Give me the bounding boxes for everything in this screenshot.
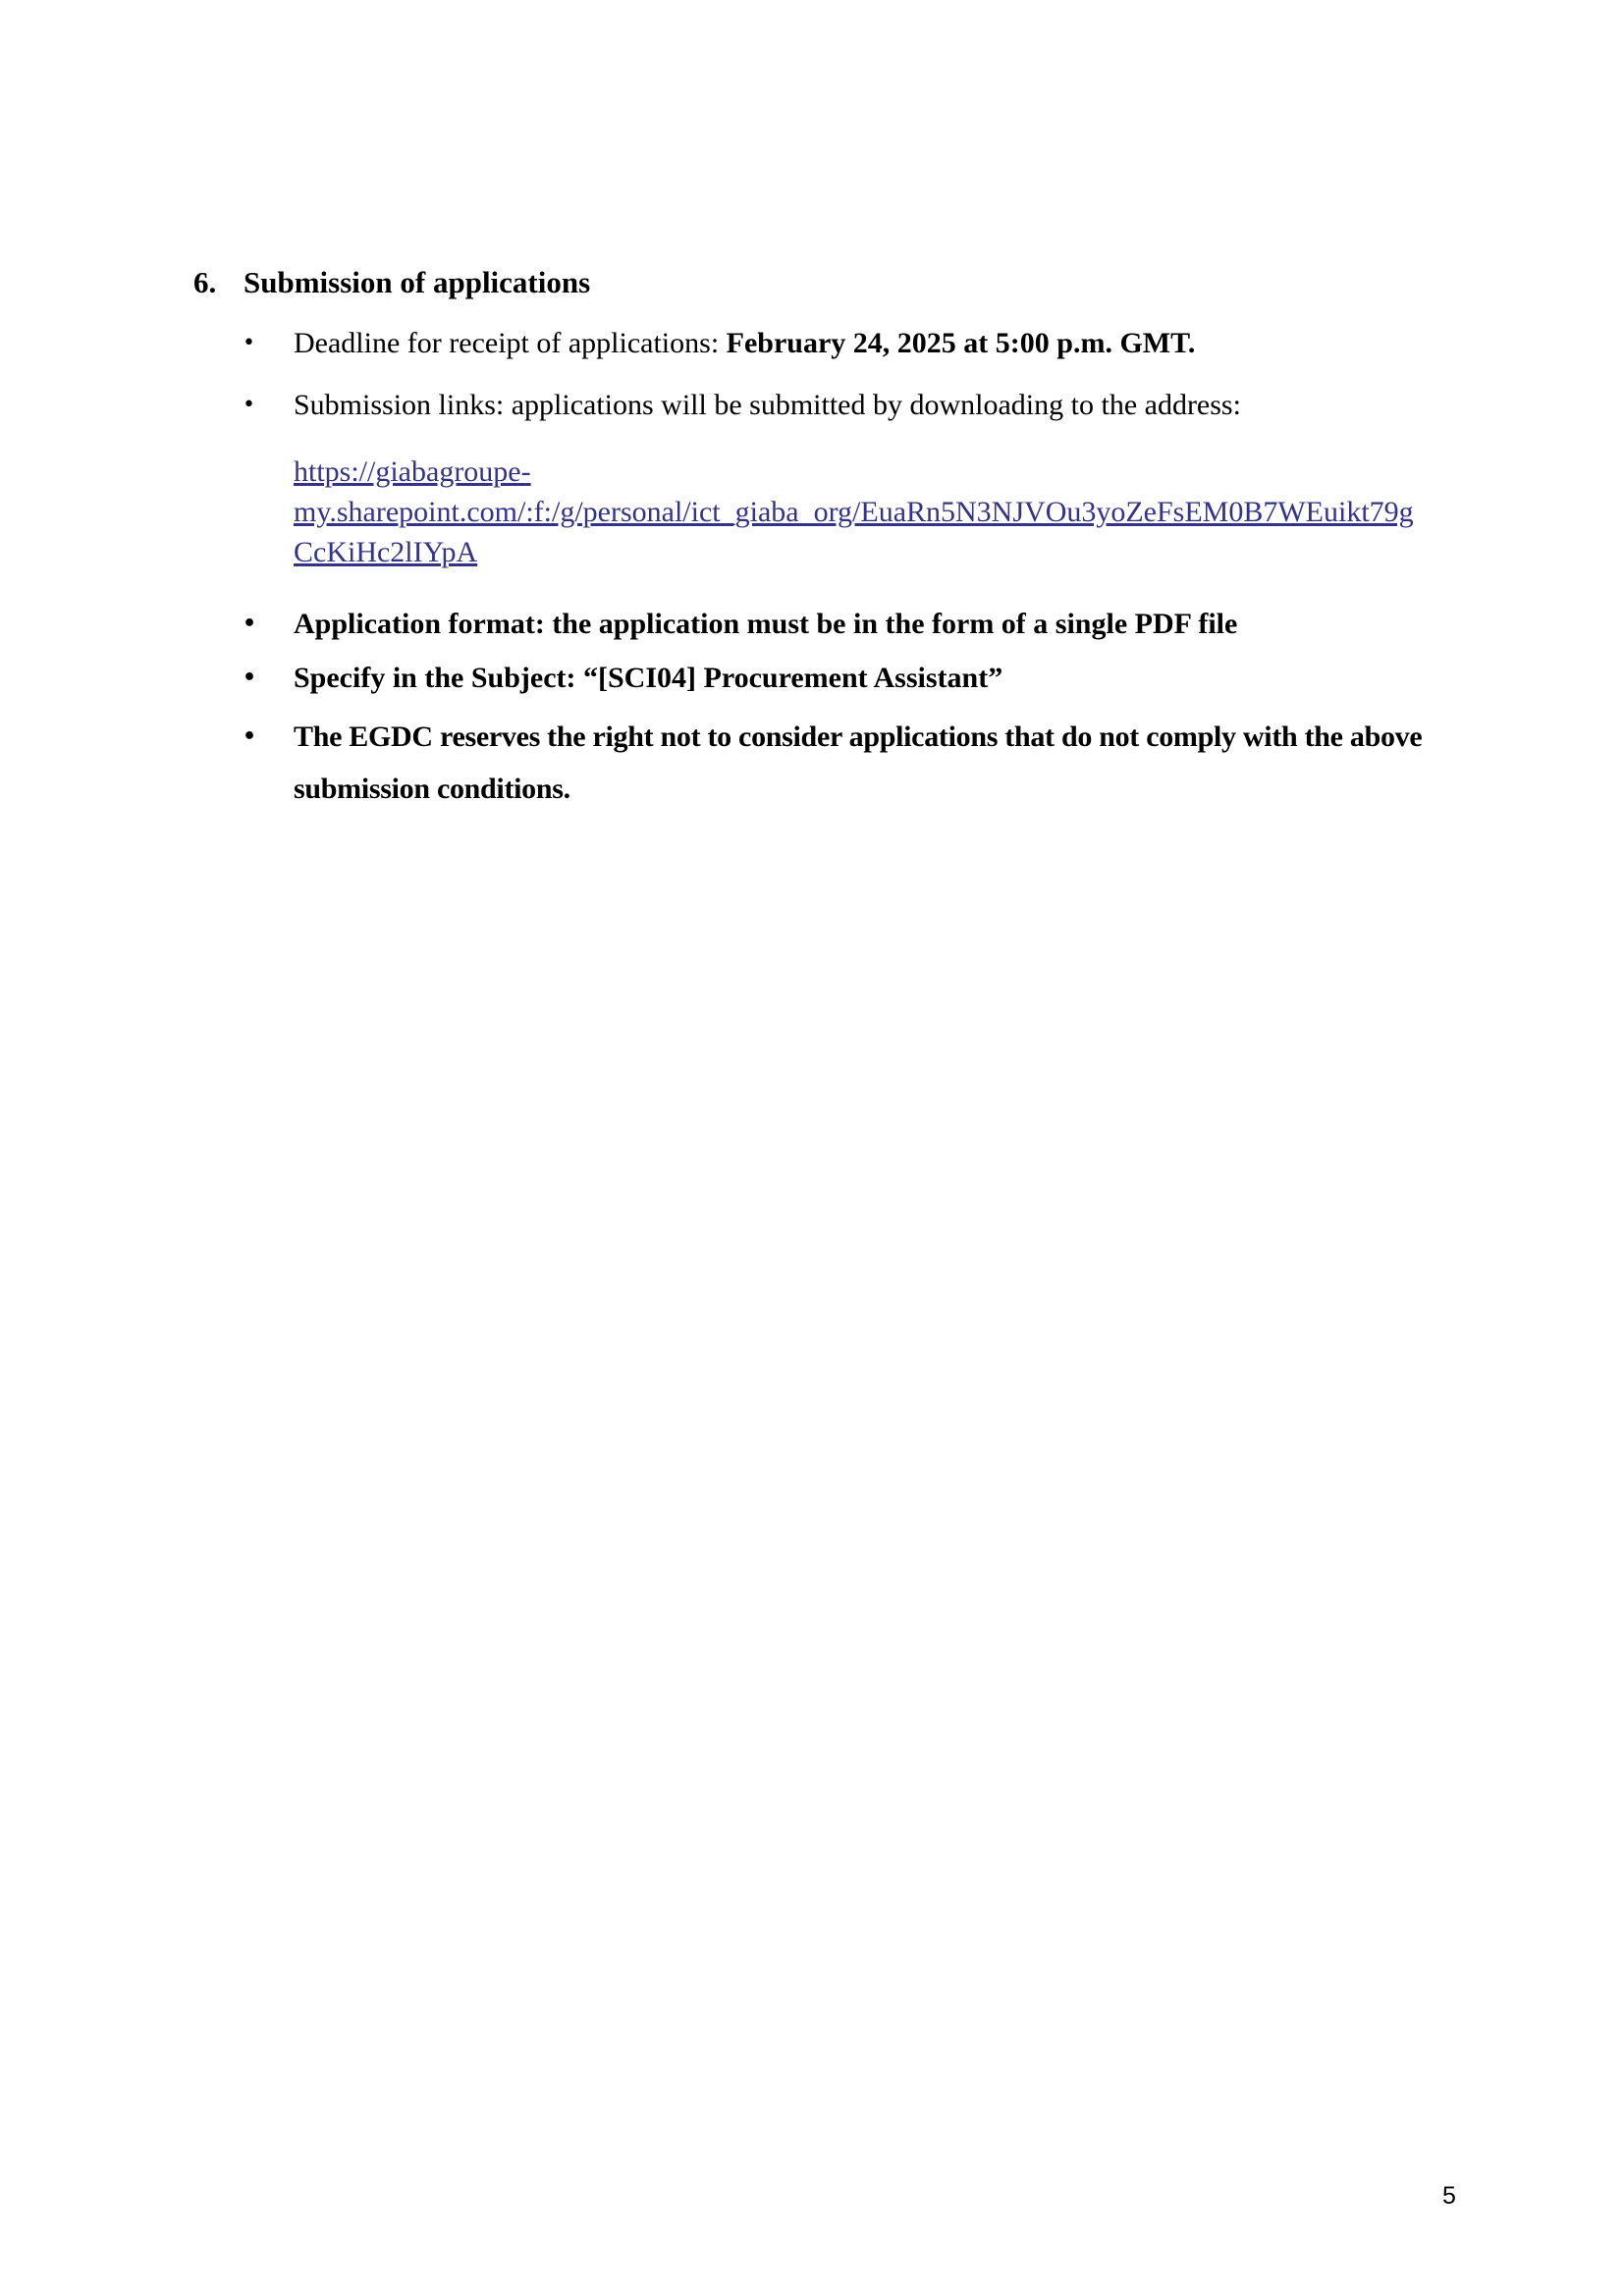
submission-link-line-1[interactable]: https://giabagroupe- (294, 455, 531, 488)
deadline-label: Deadline for receipt of applications: (294, 327, 727, 359)
page-number: 5 (1442, 2182, 1456, 2210)
deadline-value: February 24, 2025 at 5:00 p.m. GMT. (726, 327, 1196, 359)
bullet-icon: • (243, 724, 257, 749)
submission-link-line-2[interactable]: my.sharepoint.com/:f:/g/personal/ict_giaba_org/EuaRn5N3NJVOu3yoZeFsEM0B7WEuikt79g (294, 496, 1414, 528)
submission-link[interactable] (294, 452, 1511, 572)
section-heading (193, 263, 590, 302)
submission-link-line-3[interactable]: CcKiHc2lIYpA (294, 536, 478, 568)
subject-text: Specify in the Subject: “[SCI04] Procurement Assistant” (294, 662, 1003, 694)
bullet-icon: • (243, 393, 255, 417)
submission-links-text: Submission links: applications will be submitted by downloading to the address: (294, 389, 1241, 421)
format-text: Application format: the application must be in the form of a single PDF file (294, 608, 1238, 640)
reservation-line-2: submission conditions. (294, 773, 570, 805)
section-number: 6. (193, 265, 217, 299)
bullet-icon: • (243, 666, 257, 690)
bullet-icon: • (243, 612, 257, 636)
section-title: Submission of applications (244, 265, 591, 299)
reservation-line-1: The EGDC reserves the right not to consider applications that do not comply with the above (294, 721, 1423, 753)
bullet-icon: • (243, 331, 255, 355)
